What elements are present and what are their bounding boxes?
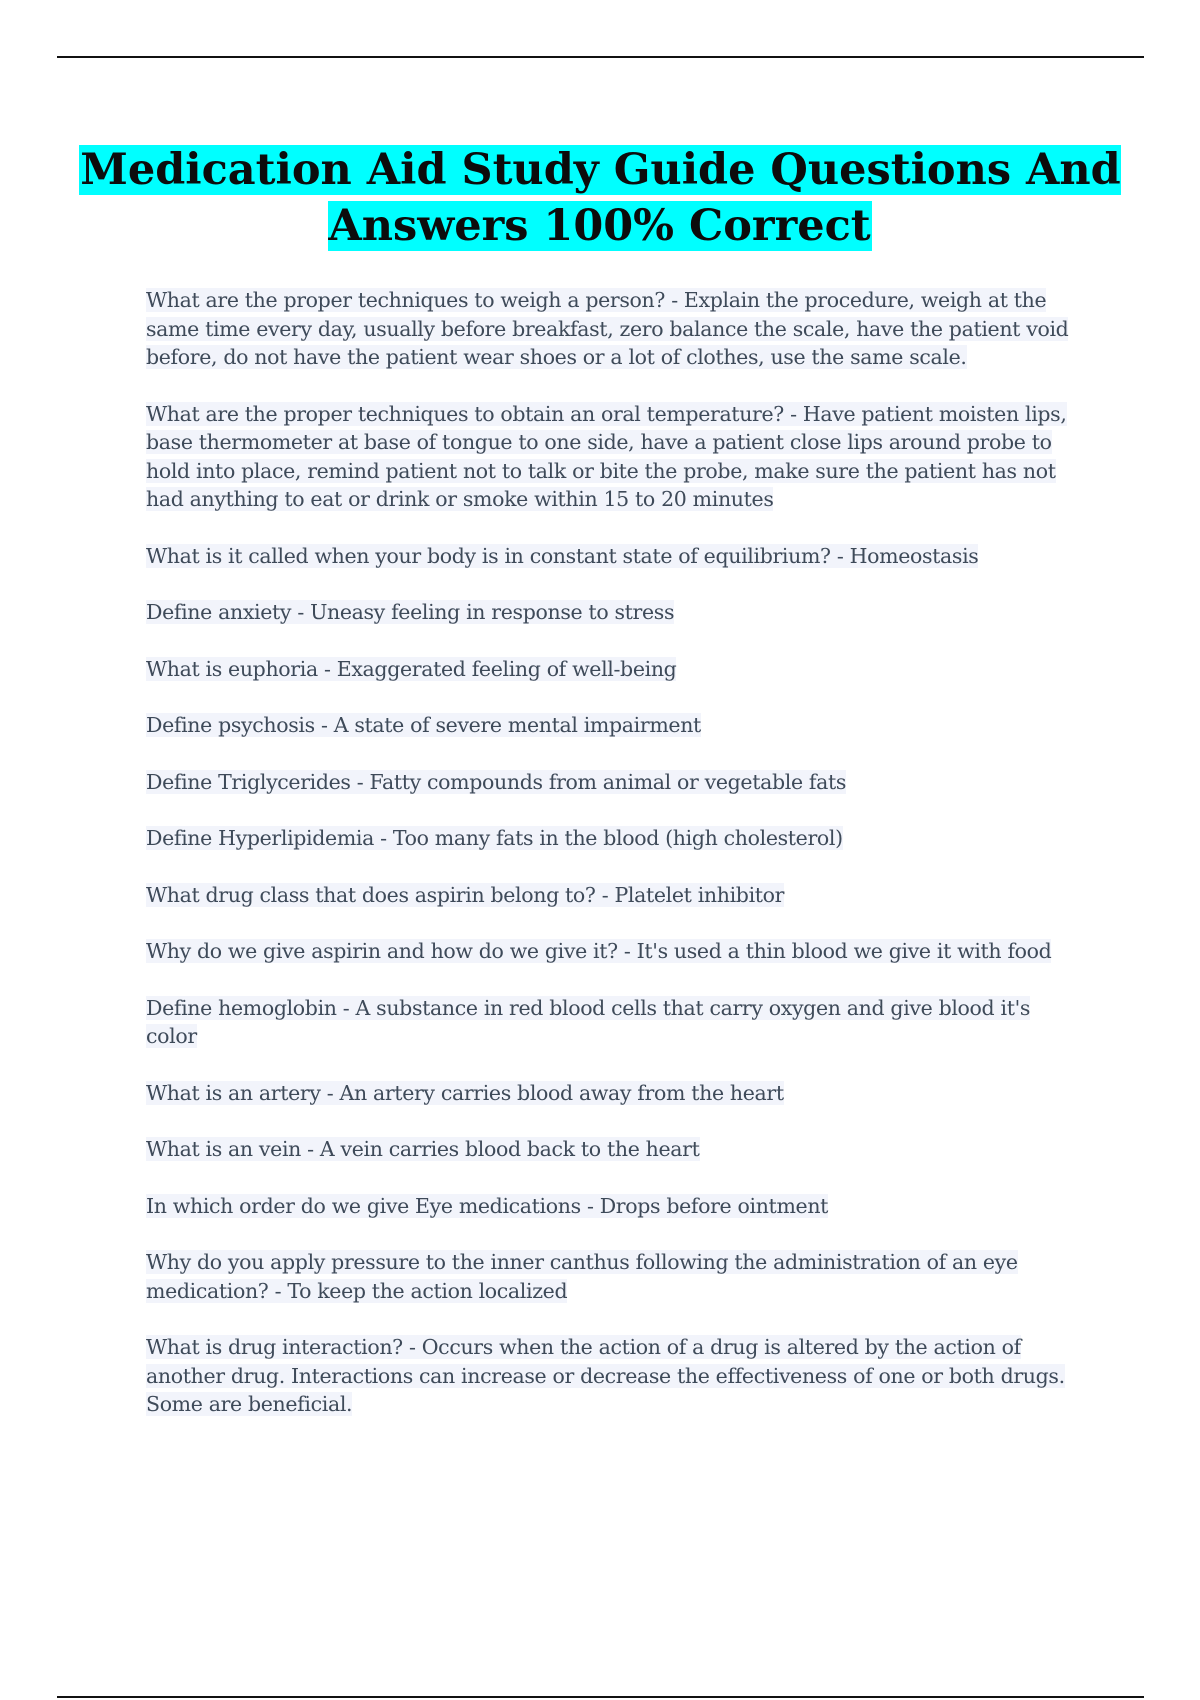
qa-item-text: In which order do we give Eye medications - Drops before ointment xyxy=(146,1193,829,1218)
qa-item-hyperlipidemia xyxy=(146,824,1086,853)
qa-item-drug-interaction xyxy=(146,1333,1086,1419)
top-rule xyxy=(57,56,1144,58)
qa-item-vein xyxy=(146,1135,1086,1164)
qa-item-text: What are the proper techniques to obtain an oral temperature? - Have patient moisten lips, base thermometer at base of tongue to one side, have a patient close lips around probe to hold into place, remind patient not to talk or bite the probe, make sure the patient has not had anything to eat or drink or smoke within 15 to 20 minutes xyxy=(146,401,1067,511)
qa-item-anxiety xyxy=(146,598,1086,627)
qa-item-text: What is it called when your body is in constant state of equilibrium? - Homeostasis xyxy=(146,543,979,568)
qa-item-text: Why do we give aspirin and how do we give it? - It's used a thin blood we give it with food xyxy=(146,939,1052,963)
qa-item-euphoria xyxy=(146,655,1086,684)
qa-item-homeostasis xyxy=(146,542,1086,571)
qa-item-psychosis xyxy=(146,711,1086,740)
qa-item-text: Define hemoglobin - A substance in red blood cells that carry oxygen and give blood it's color xyxy=(146,995,1031,1048)
qa-item-oral-temperature xyxy=(146,400,1086,514)
bottom-rule xyxy=(57,1696,1144,1698)
qa-item-text: What is an artery - An artery carries blood away from the heart xyxy=(146,1080,784,1105)
qa-list xyxy=(146,286,1086,1447)
qa-item-aspirin-use xyxy=(146,937,1086,966)
qa-item-eye-medication-order xyxy=(146,1192,1086,1221)
qa-item-aspirin-class xyxy=(146,881,1086,910)
qa-item-text: What is drug interaction? - Occurs when the action of a drug is altered by the action of another drug. Interactions can increase or decrease the effectiveness of one or both drugs. Some are beneficial. xyxy=(146,1335,1065,1416)
document-title xyxy=(0,142,1200,254)
qa-item-text: Why do you apply pressure to the inner canthus following the administration of an eye medication? - To keep the action localized xyxy=(146,1250,1018,1303)
qa-item-text: Define anxiety - Uneasy feeling in response to stress xyxy=(146,600,675,624)
qa-item-inner-canthus xyxy=(146,1248,1086,1305)
qa-item-text: Define Hyperlipidemia - Too many fats in the blood (high cholesterol) xyxy=(146,826,843,850)
qa-item-text: What is euphoria - Exaggerated feeling of well-being xyxy=(146,656,677,681)
qa-item-text: Define psychosis - A state of severe mental impairment xyxy=(146,713,701,737)
qa-item-hemoglobin xyxy=(146,994,1086,1051)
qa-item-text: What are the proper techniques to weigh a person? - Explain the procedure, weigh at the same time every day, usually before breakfast, zero balance the scale, have the patient void before, do not have the patient wear shoes or a lot of clothes, use the same scale. xyxy=(146,288,1069,369)
qa-item-artery xyxy=(146,1079,1086,1108)
qa-item-weigh-person xyxy=(146,286,1086,372)
qa-item-text: What is an vein - A vein carries blood back to the heart xyxy=(146,1137,700,1161)
qa-item-triglycerides xyxy=(146,768,1086,797)
qa-item-text: What drug class that does aspirin belong to? - Platelet inhibitor xyxy=(146,882,785,907)
qa-item-text: Define Triglycerides - Fatty compounds from animal or vegetable fats xyxy=(146,769,847,794)
document-title-text: Medication Aid Study Guide Questions And Answers 100% Correct xyxy=(80,145,1121,251)
